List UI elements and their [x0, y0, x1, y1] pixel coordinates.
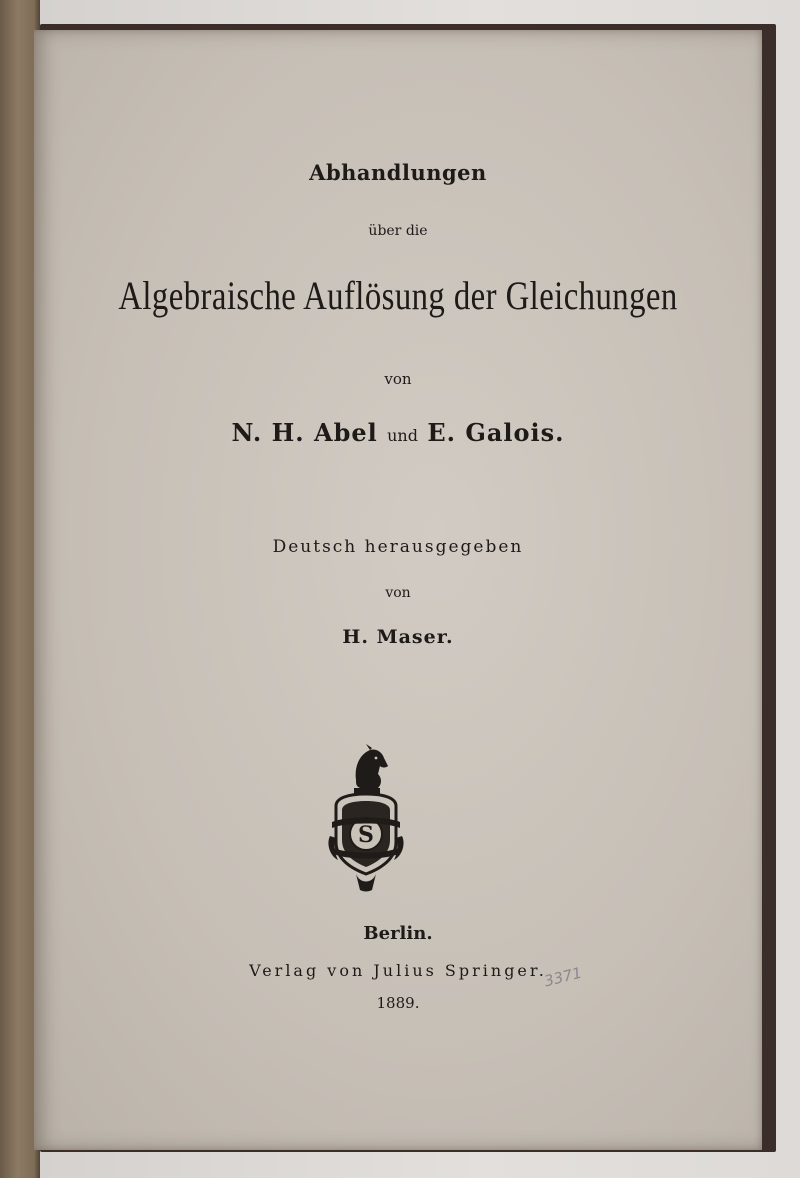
authors-line — [34, 418, 762, 447]
springer-horse-emblem-icon — [326, 744, 406, 894]
by-text-editor: von — [385, 585, 411, 601]
preposition-text: über die — [368, 223, 428, 239]
series-title: Abhandlungen — [309, 160, 487, 185]
edition-note: Deutsch herausgegeben — [272, 537, 524, 557]
title-page — [34, 30, 762, 1150]
author-galois: E. Galois. — [427, 418, 565, 447]
publisher: Verlag von Julius Springer. — [249, 961, 547, 980]
city: Berlin. — [363, 923, 433, 944]
emblem-monogram: S — [358, 822, 374, 848]
author-abel: N. H. Abel — [231, 418, 378, 447]
editor-name: H. Maser. — [342, 626, 454, 648]
conjunction-text: und — [387, 426, 418, 445]
publication-year: 1889. — [376, 994, 420, 1012]
by-text: von — [384, 370, 412, 388]
handwritten-shelfmark: 3371 — [542, 963, 584, 991]
main-title: Algebraische Auflösung der Gleichungen — [118, 273, 678, 318]
